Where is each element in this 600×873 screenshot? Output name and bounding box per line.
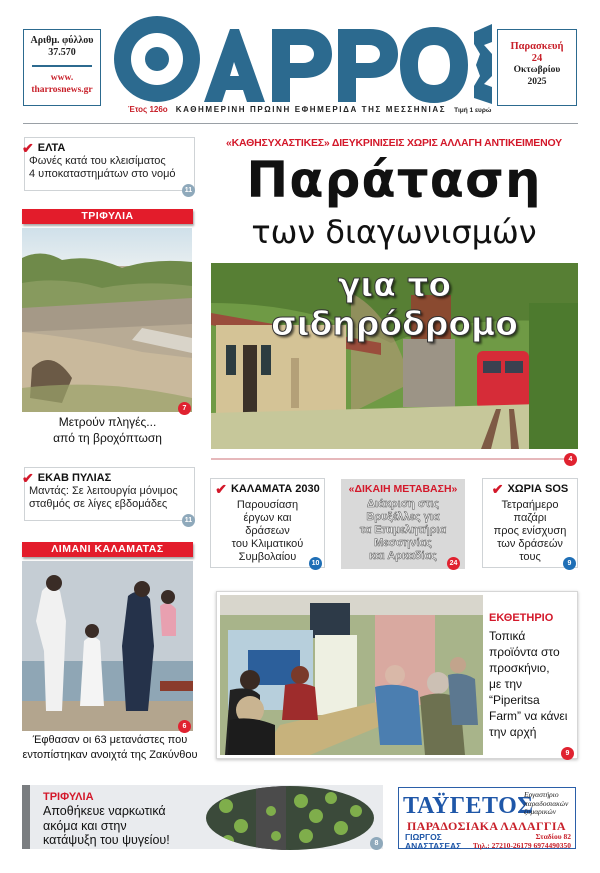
year-label: Έτος 126ο (128, 105, 168, 114)
page-badge: 9 (561, 747, 574, 760)
newspaper-logo (112, 14, 492, 104)
section-bar-limani: ΛΙΜΑΝΙ ΚΑΛΑΜΑΤΑΣ (22, 542, 193, 557)
story-dikaii-metavasi[interactable] (341, 479, 465, 569)
page-badge: 7 (178, 402, 191, 415)
story-line: Συμβολαίου (238, 551, 297, 563)
story-title: ΚΑΛΑΜΑΤΑ 2030 (230, 483, 320, 495)
masthead-divider (23, 123, 578, 124)
story-line: ακόμα και στην (43, 818, 127, 833)
masthead-tagline (128, 105, 491, 114)
story-line: Τετραήμερο (501, 499, 559, 511)
story-line: με την (489, 677, 523, 691)
checkmark-icon: ✔ (215, 481, 227, 497)
story-line: προσκήνιο, (489, 661, 550, 675)
story-line: Παρουσίαση (236, 499, 299, 511)
brief-elta[interactable] (22, 137, 195, 194)
brief-title: ΕΚΑΒ ΠΥΛΙΑΣ (37, 472, 112, 484)
ad-owner-name (405, 833, 461, 851)
caption-line: εντοπίστηκαν ανοιχτά της Ζακύνθου (22, 749, 198, 761)
issue-label: Αριθμ. φύλλου (30, 35, 94, 46)
brief-header (22, 471, 194, 485)
page-badge: 9 (563, 557, 576, 570)
logo-letter-sigma (474, 24, 492, 104)
story-text (341, 498, 465, 563)
brief-title: ΕΛΤΑ (37, 142, 66, 154)
lead-divider (211, 458, 566, 460)
story-header (483, 482, 577, 496)
story-line: Τοπικά (489, 629, 526, 643)
checkmark-icon: ✔ (22, 470, 34, 486)
story-title: ΕΚΘΕΤΗΡΙΟ (489, 612, 554, 624)
story-line: Μεσσηνίας (374, 537, 432, 549)
photo-storm-damage (22, 228, 192, 412)
caption-line: Έφθασαν οι 63 μετανάστες που (32, 734, 188, 746)
story-title: ΧΩΡΙΑ SOS (507, 483, 569, 495)
story-line: προϊόντα στο (489, 645, 560, 659)
brief-text (25, 485, 194, 511)
story-line: Αποθήκευε ναρκωτικά (43, 804, 166, 818)
story-header (211, 482, 324, 496)
story-line: την αρχή (489, 725, 537, 739)
story-line: Βρυξέλλες για (366, 511, 440, 523)
brief-text-line: 4 υποκαταστημάτων στο νομό (29, 168, 176, 180)
caption-line: Μετρούν πληγές... (58, 415, 157, 429)
date-month: Οκτωβρίου (513, 65, 561, 75)
checkmark-icon: ✔ (491, 481, 504, 497)
story-line: “Piperitsa (489, 693, 540, 707)
story-header: «ΔΙΚΑΙΗ ΜΕΤΑΒΑΣΗ» (348, 483, 458, 495)
photo-migrants-arrival (22, 561, 193, 731)
issue-number: 37.570 (48, 47, 76, 58)
lead-subhead: των διαγωνισμών (251, 213, 537, 251)
story-line: τους (519, 551, 541, 563)
story-line: κατάψυξη του ψυγείου! (43, 833, 170, 847)
story-text (483, 499, 577, 564)
brief-header (22, 141, 194, 155)
ad-tagline-line: Εργαστήριο (524, 790, 559, 799)
page-badge: 24 (447, 557, 460, 570)
story-xoria-sos[interactable] (482, 478, 578, 568)
photo-exhibition (220, 595, 483, 755)
story-line: δράσεων (245, 525, 290, 537)
story-line: του Κλιματικού (231, 538, 304, 550)
brief-text (25, 155, 194, 181)
website-link[interactable] (24, 72, 100, 96)
ad-brand: ΤΑΫΓΕΤΟΣ (403, 793, 534, 819)
page-badge: 10 (309, 557, 322, 570)
advertisement-taygetos[interactable] (398, 787, 576, 849)
page-badge: 6 (178, 720, 191, 733)
story-narkotika[interactable] (22, 785, 383, 849)
website-line1: www. (50, 72, 74, 83)
ad-owner-first: ΓΙΩΡΓΟΣ (405, 832, 442, 842)
logo-letter-omicron (400, 27, 468, 103)
logo-letter-rho-1 (272, 29, 332, 102)
page-badge: 4 (564, 453, 577, 466)
checkmark-icon: ✔ (22, 140, 34, 156)
caption-limani[interactable] (22, 733, 198, 763)
lead-photo[interactable] (211, 263, 578, 449)
story-text (211, 499, 324, 564)
ad-phone: Τηλ.: 27210-26179 6974490350 (472, 841, 571, 850)
story-ekthetirio[interactable] (216, 591, 578, 759)
issue-number-box (23, 29, 101, 106)
story-line: των δράσεών (497, 538, 563, 550)
lead-headline[interactable]: Παράταση (246, 151, 542, 209)
date-year: 2025 (527, 77, 547, 87)
lead-overlay-text: για το σιδηρόδρομο (271, 265, 518, 343)
section-bar-trifylia: ΤΡΙΦΥΛΙΑ (22, 209, 193, 224)
brief-text-line: Μαντάς: Σε λειτουργία μόνιμος (29, 485, 178, 497)
ad-address: Σταδίου 82 (535, 832, 571, 841)
story-text (43, 804, 170, 848)
brief-ekav[interactable] (22, 467, 195, 524)
ad-tagline-line: ζυμαρικών (524, 807, 557, 816)
story-line: τα Επιμελητήρια (359, 524, 447, 536)
date-day-number: 24 (531, 53, 543, 64)
lead-kicker: «ΚΑΘΗΣΥΧΑΣΤΙΚΕΣ» ΔΙΕΥΚΡΙΝΙΣΕΙΣ ΧΩΡΙΣ ΑΛΛΑΓΗ ΑΝΤΙΚΕΙΜΕΝΟΥ (226, 137, 562, 149)
story-line: προς ενίσχυση (493, 525, 567, 537)
tagline-text: ΚΑΘΗΜΕΡΙΝΗ ΠΡΩΙΝΗ ΕΦΗΜΕΡΙΔΑ ΤΗΣ ΜΕΣΣΗΝΙΑΣ (175, 105, 447, 114)
accent-bar (22, 785, 30, 849)
photo-cannabis-plants (206, 786, 374, 850)
caption-line: από τη βροχόπτωση (53, 431, 162, 445)
divider (32, 65, 92, 67)
story-line: έργων και (243, 512, 292, 524)
story-line: Farm” να κάνει (489, 709, 568, 723)
date-box (497, 29, 577, 106)
story-line: Διάκριση στις (366, 498, 440, 510)
website-line2: tharrosnews.gr (31, 84, 93, 95)
logo-letter-rho-2 (338, 29, 398, 102)
ad-tagline (524, 791, 568, 817)
page-badge: 8 (370, 837, 383, 850)
story-text (489, 628, 577, 740)
logo-letter-alpha (204, 29, 265, 102)
story-kalamata-2030[interactable] (210, 478, 325, 568)
brief-text-line: Φωνές κατά του κλεισίματος (29, 155, 166, 167)
story-line: παζάρι (513, 512, 547, 524)
story-title: ΤΡΙΦΥΛΙΑ (43, 791, 94, 803)
price-label: Τιμή 1 ευρώ (454, 107, 492, 114)
story-line: και Αρκαδίας (369, 550, 437, 562)
logo-letter-theta-dot (145, 47, 169, 71)
page-badge: 11 (182, 514, 195, 527)
brief-text-line: σταθμός σε λίγες εβδομάδες (29, 498, 168, 510)
ad-owner-last: ΑΝΑΣΤΑΣΕΑΣ (405, 841, 462, 851)
ad-product: ΠΑΡΑΔΟΣΙΑΚΑ ΛΑΛΑΓΓΙΑ (407, 819, 566, 833)
ad-tagline-line: παραδοσιακών (524, 798, 569, 808)
caption-trifylia[interactable] (22, 414, 193, 446)
ad-contact (473, 832, 571, 850)
page-badge: 11 (182, 184, 195, 197)
date-weekday: Παρασκευή (510, 41, 564, 52)
